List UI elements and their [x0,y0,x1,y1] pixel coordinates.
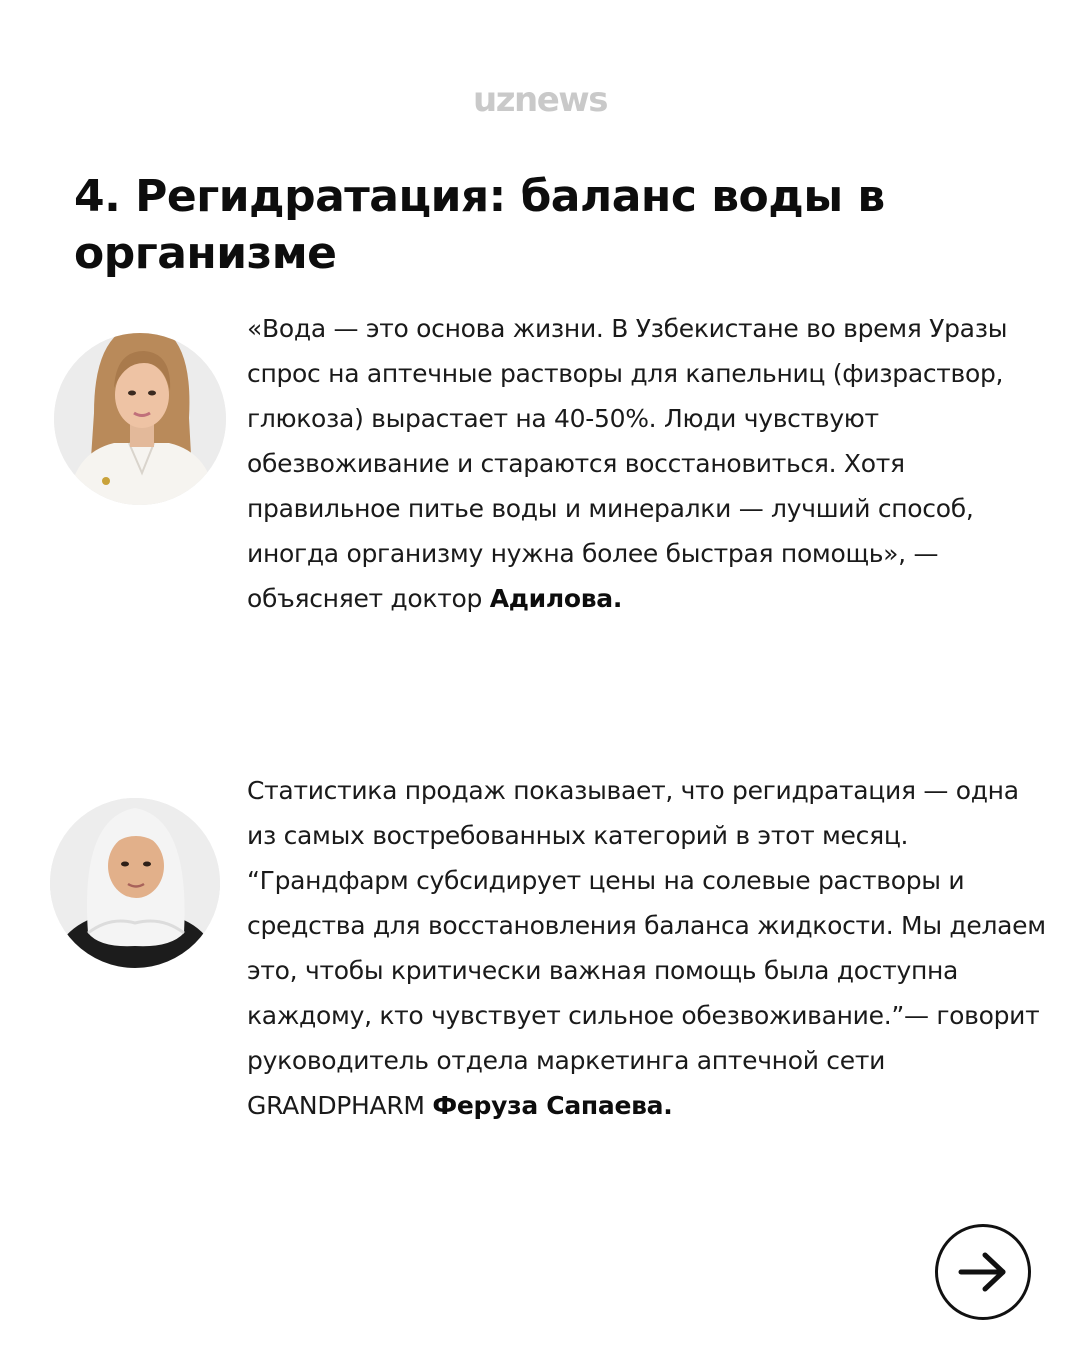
quote-sapaeva [247,768,1047,1128]
page-title: 4. Регидратация: баланс воды в организме [74,171,885,279]
quote-author: Адилова. [489,584,623,613]
quote-adilova [247,306,1047,621]
quote-text: «Вода — это основа жизни. В Узбекистане во время Уразы спрос на аптечные растворы для капельниц (физраствор, глюкоза) вырастает на 40-50%. Люди чувствуют обезвоживание и стараются восстановиться. Хотя правильное питье воды и минералки — лучший способ, иногда организму нужна более быстрая помощь», — объясняет доктор [247,314,1008,613]
avatar-sapaeva [50,798,220,968]
quote-text: Статистика продаж показывает, что регидратация — одна из самых востребованных категорий в этот месяц. “Грандфарм субсидирует цены на солевые растворы и средства для восстановления баланса жидкости. Мы делаем это, чтобы критически важная помощь была доступна каждому, кто чувствует сильное обезвоживание.”— говорит руководитель отдела маркетинга аптечной сети GRANDPHARM [247,776,1046,1120]
arrow-right-icon [957,1246,1009,1298]
uznews-logo: uznews [473,80,607,120]
next-slide-button[interactable] [935,1224,1031,1320]
quote-author: Феруза Сапаева. [432,1091,673,1120]
avatar-adilova [54,333,226,505]
